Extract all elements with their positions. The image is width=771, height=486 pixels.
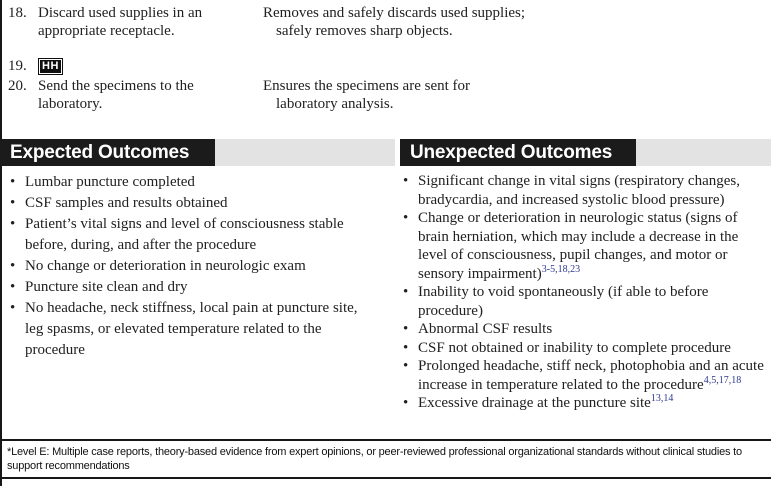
reference-superscript: 4,5,17,18 xyxy=(703,374,742,386)
list-item-text: Excessive drainage at the puncture site xyxy=(418,395,651,411)
list-item-text: CSF not obtained or inability to complete procedure xyxy=(418,339,731,356)
footnote-text: *Level E: Multiple case reports, theory-based evidence from expert opinions, or peer-reviewed professional organizational standards without clinical studies to support recommendations xyxy=(7,446,742,472)
list-item-text: Significant change in vital signs (respiratory changes, bradycardia, and increased systolic blood pressure) xyxy=(418,173,740,208)
expected-outcomes-list xyxy=(10,172,372,361)
list-item xyxy=(10,256,372,277)
bullet-marker: • xyxy=(403,284,409,300)
footnote-top-rule xyxy=(0,439,771,441)
unexpected-outcomes-header: Unexpected Outcomes xyxy=(400,139,636,166)
expected-outcomes-header: Expected Outcomes xyxy=(0,139,215,166)
page-left-border xyxy=(0,0,2,486)
list-item-text: CSF samples and results obtained xyxy=(25,195,228,211)
footnote-bottom-rule xyxy=(0,477,771,479)
list-item xyxy=(403,394,769,413)
step-text: Discard used supplies in an appropriate receptacle. xyxy=(38,5,203,39)
unexpected-outcomes-header-tab xyxy=(636,139,771,166)
bullet-marker: • xyxy=(403,339,409,356)
list-item xyxy=(403,209,769,283)
list-item xyxy=(10,193,372,214)
procedure-step-row xyxy=(8,77,240,113)
bullet-marker: • xyxy=(10,300,16,316)
list-item xyxy=(403,357,769,394)
list-item-text: No headache, neck stiffness, local pain at puncture site, leg spasms, or elevated temperature related to the procedure xyxy=(25,300,358,358)
expected-outcomes-header-tab xyxy=(215,139,395,166)
bullet-marker: • xyxy=(403,173,409,189)
step-rationale: Ensures the specimens are sent for laboratory analysis. xyxy=(263,78,471,112)
step-number: 20. xyxy=(8,78,27,94)
reference-superscript: 3-5,18,23 xyxy=(541,263,581,275)
hand-hygiene-icon: HH xyxy=(38,58,63,75)
list-item-text: Inability to void spontaneously (if able to before procedure) xyxy=(418,284,709,319)
list-item-text: Prolonged headache, stiff neck, photophobia and an acute increase in temperature related to the procedure xyxy=(418,358,764,393)
list-item xyxy=(403,172,769,209)
bullet-marker: • xyxy=(10,279,16,295)
list-item xyxy=(10,214,372,256)
bullet-marker: • xyxy=(403,358,409,374)
list-item xyxy=(403,320,769,339)
bullet-marker: • xyxy=(403,395,409,411)
step-rationale: Removes and safely discards used supplies; safely removes sharp objects. xyxy=(263,5,526,39)
list-item xyxy=(10,277,372,298)
unexpected-outcomes-list xyxy=(403,172,769,413)
bullet-marker: • xyxy=(10,174,16,190)
procedure-step-row xyxy=(8,57,63,75)
list-item xyxy=(10,298,372,361)
list-item xyxy=(10,172,372,193)
bullet-marker: • xyxy=(10,258,16,274)
bullet-marker: • xyxy=(403,321,409,337)
list-item-text: Change or deterioration in neurologic status (signs of brain herniation, which may include a decrease in the level of consciousness, pupil changes, and motor or sensory impairment) xyxy=(418,210,739,282)
list-item-text: No change or deterioration in neurologic exam xyxy=(25,258,306,274)
step-number: 19. xyxy=(8,58,27,74)
reference-superscript: 13,14 xyxy=(650,393,674,404)
procedure-step-row xyxy=(8,4,240,40)
list-item xyxy=(403,283,769,320)
bullet-marker: • xyxy=(10,195,16,211)
list-item-text: Abnormal CSF results xyxy=(418,321,553,337)
list-item xyxy=(403,339,769,358)
bullet-marker: • xyxy=(403,210,409,226)
list-item-text: Patient’s vital signs and level of consciousness stable before, during, and after the procedure xyxy=(25,216,344,253)
step-number: 18. xyxy=(8,5,27,21)
list-item-text: Puncture site clean and dry xyxy=(25,279,188,295)
bullet-marker: • xyxy=(10,216,16,232)
step-text: Send the specimens to the laboratory. xyxy=(38,78,194,112)
list-item-text: Lumbar puncture completed xyxy=(25,174,195,190)
